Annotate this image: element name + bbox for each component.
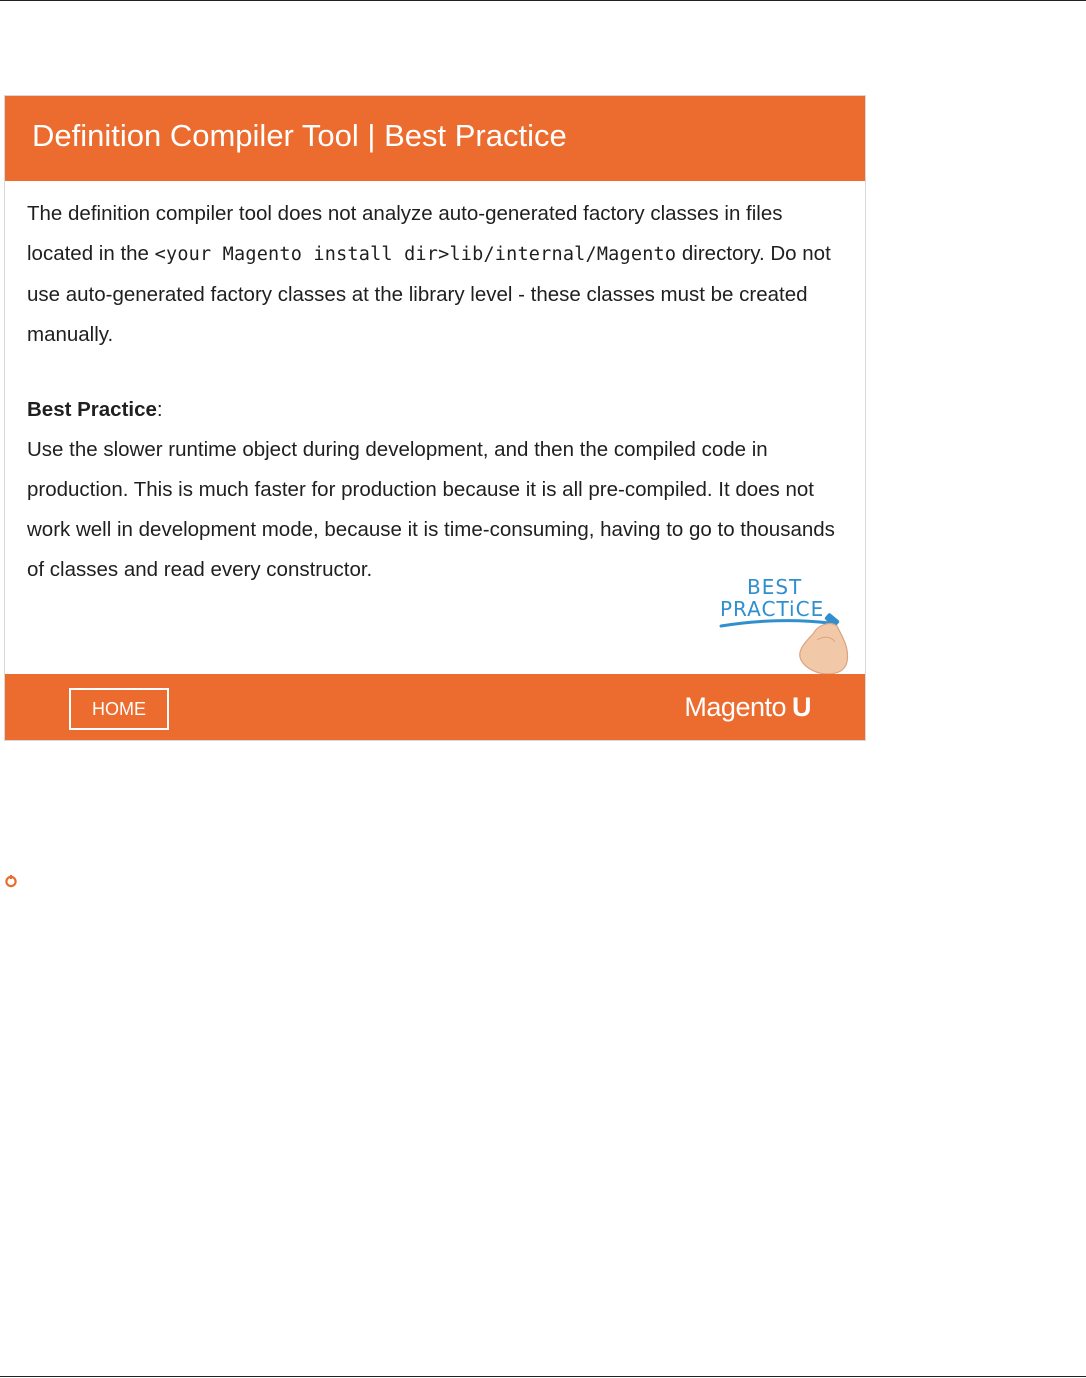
badge-word-best: BEST: [747, 575, 803, 599]
intro-text-before-code: The definition compiler tool does not analyze auto-generated factory classes in files located in the: [27, 202, 783, 265]
slide-title: Definition Compiler Tool | Best Practice: [32, 118, 567, 153]
best-practice-colon: :: [156, 398, 163, 421]
slide: [4, 95, 866, 741]
brand-name: Magento: [684, 692, 786, 722]
best-practice-paragraph: Use the slower runtime object during development, and then the compiled code in production. This is much faster for production because it is all pre-compiled. It does not work well in development mode, because it is time-consuming, having to go to thousands of classes and read every constructor.: [27, 438, 835, 581]
intro-paragraph: [27, 194, 847, 355]
top-rule: [0, 0, 1086, 1]
best-practice-label: Best Practice: [27, 398, 157, 421]
brand-suffix: U: [792, 692, 811, 722]
best-practice-badge: [717, 570, 857, 680]
slide-body: [27, 194, 847, 590]
home-button[interactable]: HOME: [69, 688, 169, 730]
install-path-code: <your Magento install dir>lib/internal/Magento: [154, 244, 677, 265]
slide-footer: [5, 674, 865, 740]
orange-circle-marker-icon: [4, 874, 18, 888]
best-practice-heading: [27, 390, 847, 430]
magento-u-logo: [684, 690, 811, 724]
intro-text-after-code: directory. Do not use auto-generated factory classes at the library level - these classes must be created manually.: [27, 242, 831, 346]
bottom-rule: [0, 1376, 1086, 1377]
slide-header: [5, 96, 865, 181]
badge-word-practice: PRACTiCE: [720, 597, 825, 621]
